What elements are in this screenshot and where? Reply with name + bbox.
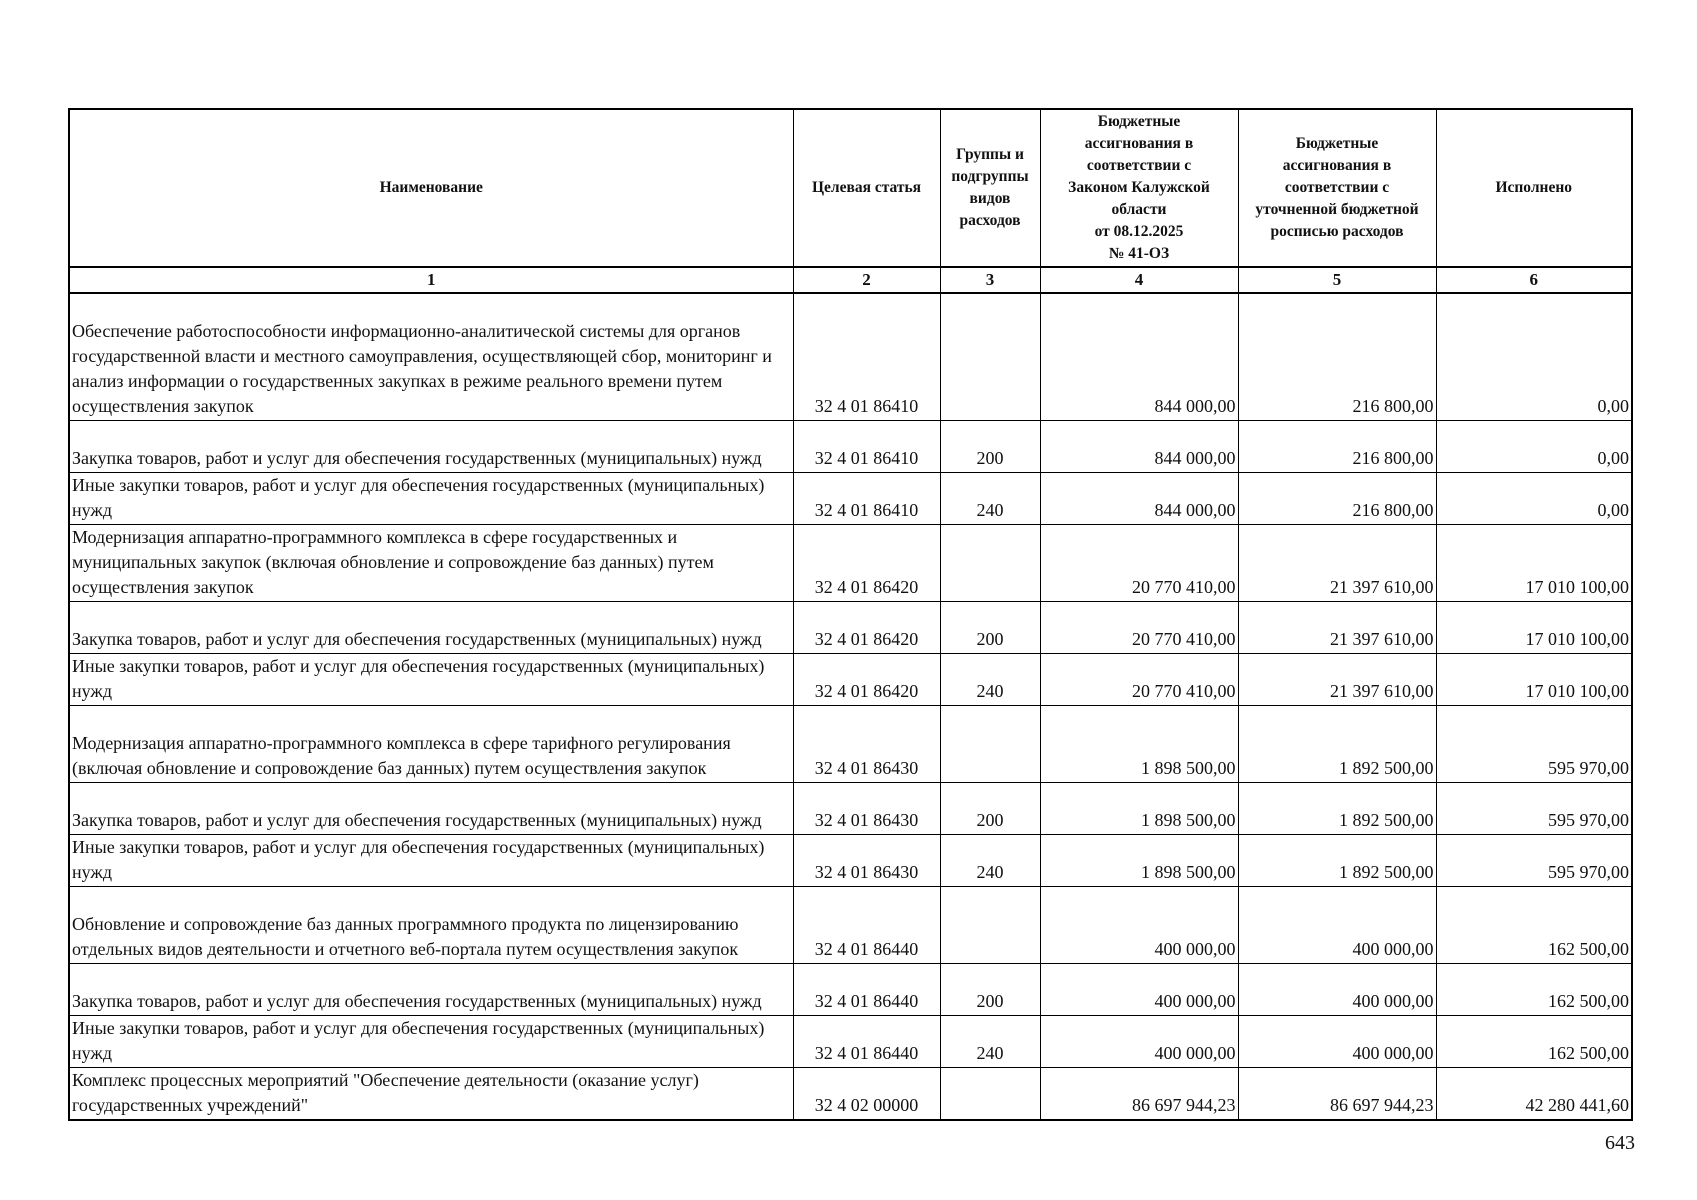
row-target-article: 32 4 01 86410 — [793, 473, 940, 525]
row-executed: 162 500,00 — [1436, 964, 1632, 1016]
table-row — [69, 964, 1632, 1016]
row-law-allocation: 400 000,00 — [1040, 887, 1238, 964]
row-target-article: 32 4 01 86430 — [793, 783, 940, 835]
column-number: 2 — [793, 267, 940, 293]
row-refined-allocation: 400 000,00 — [1238, 887, 1436, 964]
row-law-allocation: 844 000,00 — [1040, 473, 1238, 525]
row-target-article: 32 4 01 86420 — [793, 602, 940, 654]
header-row — [69, 109, 1632, 267]
row-law-allocation: 400 000,00 — [1040, 964, 1238, 1016]
row-name: Обеспечение работоспособности информационно-аналитической системы для органов государственной власти и местного самоуправления, осуществляющей сбор, мониторинг и анализ информации о государственных закупках в режиме реального времени путем осуществления закупок — [69, 293, 793, 421]
row-refined-allocation: 216 800,00 — [1238, 473, 1436, 525]
row-refined-allocation: 21 397 610,00 — [1238, 525, 1436, 602]
column-number: 4 — [1040, 267, 1238, 293]
row-executed: 595 970,00 — [1436, 706, 1632, 783]
row-target-article: 32 4 01 86410 — [793, 421, 940, 473]
row-refined-allocation: 1 892 500,00 — [1238, 706, 1436, 783]
row-expense-group: 240 — [940, 835, 1040, 887]
row-refined-allocation: 216 800,00 — [1238, 293, 1436, 421]
row-target-article: 32 4 02 00000 — [793, 1068, 940, 1121]
row-refined-allocation: 216 800,00 — [1238, 421, 1436, 473]
row-expense-group: 240 — [940, 473, 1040, 525]
row-target-article: 32 4 01 86440 — [793, 1016, 940, 1068]
row-target-article: 32 4 01 86430 — [793, 835, 940, 887]
row-executed: 0,00 — [1436, 421, 1632, 473]
row-target-article: 32 4 01 86410 — [793, 293, 940, 421]
row-name: Закупка товаров, работ и услуг для обеспечения государственных (муниципальных) нужд — [69, 964, 793, 1016]
row-expense-group: 240 — [940, 654, 1040, 706]
row-refined-allocation: 1 892 500,00 — [1238, 835, 1436, 887]
row-law-allocation: 1 898 500,00 — [1040, 835, 1238, 887]
table-row — [69, 1016, 1632, 1068]
header-target-article: Целевая статья — [793, 109, 940, 267]
row-name: Иные закупки товаров, работ и услуг для обеспечения государственных (муниципальных) нужд — [69, 1016, 793, 1068]
row-law-allocation: 20 770 410,00 — [1040, 602, 1238, 654]
row-name: Иные закупки товаров, работ и услуг для обеспечения государственных (муниципальных) нужд — [69, 654, 793, 706]
row-refined-allocation: 400 000,00 — [1238, 1016, 1436, 1068]
row-law-allocation: 844 000,00 — [1040, 293, 1238, 421]
column-number: 1 — [69, 267, 793, 293]
row-law-allocation: 1 898 500,00 — [1040, 783, 1238, 835]
row-target-article: 32 4 01 86440 — [793, 964, 940, 1016]
column-number: 3 — [940, 267, 1040, 293]
row-executed: 595 970,00 — [1436, 783, 1632, 835]
row-executed: 162 500,00 — [1436, 887, 1632, 964]
column-number: 6 — [1436, 267, 1632, 293]
column-number-row — [69, 267, 1632, 293]
row-law-allocation: 844 000,00 — [1040, 421, 1238, 473]
row-executed: 42 280 441,60 — [1436, 1068, 1632, 1121]
table-row — [69, 602, 1632, 654]
table-row — [69, 835, 1632, 887]
row-name: Обновление и сопровождение баз данных программного продукта по лицензированию отдельных видов деятельности и отчетного веб-портала путем осуществления закупок — [69, 887, 793, 964]
row-executed: 595 970,00 — [1436, 835, 1632, 887]
row-target-article: 32 4 01 86430 — [793, 706, 940, 783]
row-refined-allocation: 1 892 500,00 — [1238, 783, 1436, 835]
row-law-allocation: 1 898 500,00 — [1040, 706, 1238, 783]
row-name: Иные закупки товаров, работ и услуг для обеспечения государственных (муниципальных) нужд — [69, 473, 793, 525]
row-name: Модернизация аппаратно-программного комплекса в сфере государственных и муниципальных закупок (включая обновление и сопровождение баз данных) путем осуществления закупок — [69, 525, 793, 602]
row-executed: 17 010 100,00 — [1436, 602, 1632, 654]
row-target-article: 32 4 01 86420 — [793, 525, 940, 602]
page-number: 643 — [1605, 1132, 1635, 1154]
row-expense-group — [940, 525, 1040, 602]
row-expense-group — [940, 887, 1040, 964]
table-row — [69, 1068, 1632, 1121]
row-target-article: 32 4 01 86440 — [793, 887, 940, 964]
row-name: Закупка товаров, работ и услуг для обеспечения государственных (муниципальных) нужд — [69, 783, 793, 835]
column-number: 5 — [1238, 267, 1436, 293]
header-expense-groups: Группы и подгруппы видов расходов — [940, 109, 1040, 267]
row-expense-group — [940, 706, 1040, 783]
row-expense-group: 200 — [940, 783, 1040, 835]
table-row — [69, 887, 1632, 964]
row-name: Закупка товаров, работ и услуг для обеспечения государственных (муниципальных) нужд — [69, 602, 793, 654]
header-name: Наименование — [69, 109, 793, 267]
table-row — [69, 706, 1632, 783]
row-name: Модернизация аппаратно-программного комплекса в сфере тарифного регулирования (включая обновление и сопровождение баз данных) путем осуществления закупок — [69, 706, 793, 783]
header-refined-allocations: Бюджетные ассигнования в соответствии с уточненной бюджетной росписью расходов — [1238, 109, 1436, 267]
row-name: Комплекс процессных мероприятий "Обеспечение деятельности (оказание услуг) государственных учреждений" — [69, 1068, 793, 1121]
row-executed: 162 500,00 — [1436, 1016, 1632, 1068]
row-expense-group: 200 — [940, 964, 1040, 1016]
budget-table — [68, 108, 1633, 1121]
row-name: Закупка товаров, работ и услуг для обеспечения государственных (муниципальных) нужд — [69, 421, 793, 473]
table-row — [69, 783, 1632, 835]
row-expense-group — [940, 1068, 1040, 1121]
row-name: Иные закупки товаров, работ и услуг для обеспечения государственных (муниципальных) нужд — [69, 835, 793, 887]
row-law-allocation: 20 770 410,00 — [1040, 654, 1238, 706]
header-law-allocations: Бюджетные ассигнования в соответствии с Законом Калужской области от 08.12.2025 № 41-ОЗ — [1040, 109, 1238, 267]
row-law-allocation: 400 000,00 — [1040, 1016, 1238, 1068]
row-expense-group — [940, 293, 1040, 421]
row-target-article: 32 4 01 86420 — [793, 654, 940, 706]
row-refined-allocation: 21 397 610,00 — [1238, 654, 1436, 706]
table-row — [69, 525, 1632, 602]
row-executed: 17 010 100,00 — [1436, 654, 1632, 706]
row-refined-allocation: 86 697 944,23 — [1238, 1068, 1436, 1121]
row-law-allocation: 86 697 944,23 — [1040, 1068, 1238, 1121]
table-row — [69, 421, 1632, 473]
header-executed: Исполнено — [1436, 109, 1632, 267]
row-executed: 0,00 — [1436, 473, 1632, 525]
row-expense-group: 200 — [940, 421, 1040, 473]
row-executed: 17 010 100,00 — [1436, 525, 1632, 602]
table-row — [69, 654, 1632, 706]
row-refined-allocation: 400 000,00 — [1238, 964, 1436, 1016]
row-law-allocation: 20 770 410,00 — [1040, 525, 1238, 602]
table-row — [69, 293, 1632, 421]
row-refined-allocation: 21 397 610,00 — [1238, 602, 1436, 654]
table-row — [69, 473, 1632, 525]
row-executed: 0,00 — [1436, 293, 1632, 421]
row-expense-group: 240 — [940, 1016, 1040, 1068]
row-expense-group: 200 — [940, 602, 1040, 654]
